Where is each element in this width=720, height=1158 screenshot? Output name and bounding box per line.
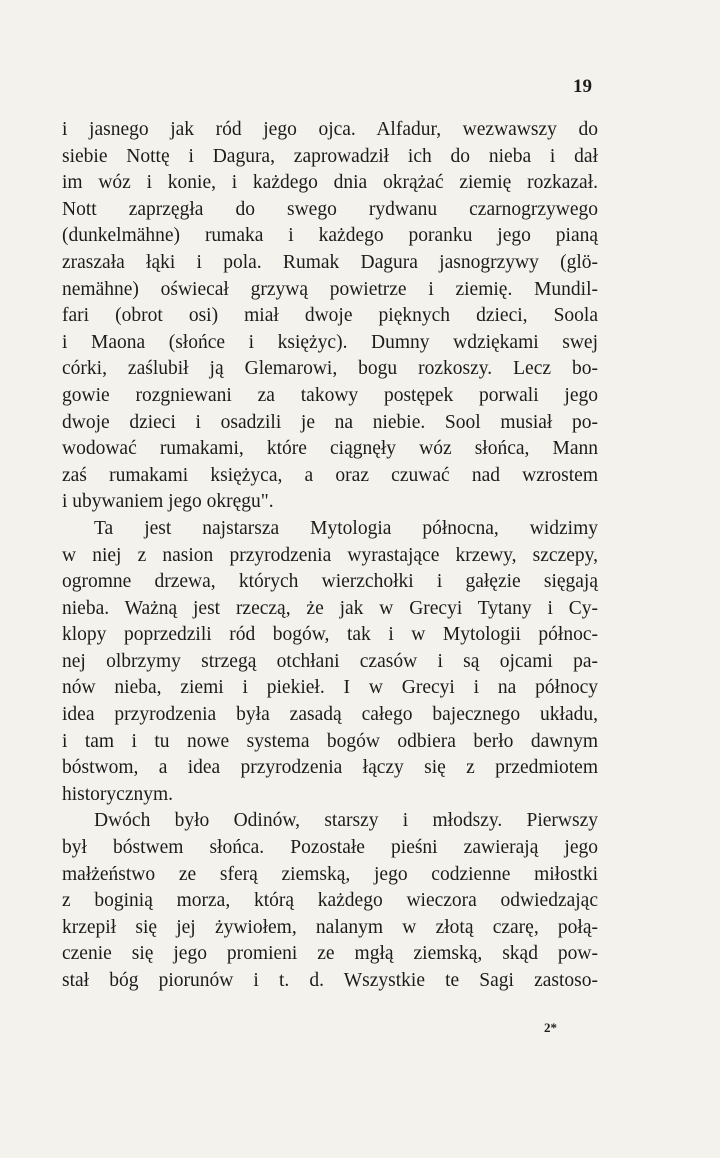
text-line: wodować rumakami, które ciągnęły wóz słońca, Mann bbox=[62, 438, 598, 460]
text-line: stał bóg piorunów i t. d. Wszystkie te Sagi zastoso- bbox=[62, 970, 598, 991]
text-line: czenie się jego promieni ze mgłą ziemską, skąd pow- bbox=[62, 943, 598, 965]
text-line: w niej z nasion przyrodzenia wyrastające krzewy, szczepy, bbox=[62, 544, 598, 566]
text-line: nemähne) oświecał grzywą powietrze i ziemię. Mundil- bbox=[62, 278, 598, 300]
text-line: i tam i tu nowe systema bogów odbiera berło dawnym bbox=[62, 730, 598, 752]
text-line-paragraph-start: Dwóch było Odinów, starszy i młodszy. Pierwszy bbox=[94, 810, 598, 832]
text-line: historycznym. bbox=[62, 783, 174, 805]
text-line: małżeństwo ze sferą ziemską, jego codzienne miłostki bbox=[62, 863, 598, 885]
text-line: idea przyrodzenia była zasadą całego bajecznego układu, bbox=[62, 704, 598, 726]
page-number: 19 bbox=[573, 76, 592, 97]
text-line: fari (obrot osi) miał dwoje pięknych dzieci, Soola bbox=[62, 305, 598, 327]
text-line: gowie rozgniewani za takowy postępek porwali jego bbox=[62, 384, 598, 406]
text-line: nów nieba, ziemi i piekieł. I w Grecyi i na północy bbox=[62, 677, 598, 699]
text-line: ogromne drzewa, których wierzchołki i gałęzie sięgają bbox=[62, 571, 598, 593]
text-line-paragraph-start: Ta jest najstarsza Mytologia północna, widzimy bbox=[94, 517, 598, 539]
text-line: bóstwom, a idea przyrodzenia łączy się z przedmiotem bbox=[62, 757, 598, 779]
text-line: im wóz i konie, i każdego dnia okrążać ziemię rozkazał. bbox=[62, 172, 598, 194]
text-line: i jasnego jak ród jego ojca. Alfadur, wezwawszy do bbox=[62, 119, 598, 140]
text-line: nieba. Ważną jest rzeczą, że jak w Grecyi Tytany i Cy- bbox=[62, 597, 598, 619]
text-line: córki, zaślubił ją Glemarowi, bogu rozkoszy. Lecz bo- bbox=[62, 358, 598, 380]
text-line: zraszała łąki i pola. Rumak Dagura jasnogrzywy (glö- bbox=[62, 251, 598, 273]
text-line: dwoje dzieci i osadzili je na niebie. Sool musiał po- bbox=[62, 411, 598, 433]
text-line: klopy poprzedzili ród bogów, tak i w Mytologii północ- bbox=[62, 624, 598, 646]
body-text bbox=[62, 117, 598, 995]
text-line: i Maona (słońce i księżyc). Dumny wdziękami swej bbox=[62, 331, 598, 353]
text-line: był bóstwem słońca. Pozostałe pieśni zawierają jego bbox=[62, 837, 598, 859]
text-line: krzepił się jej żywiołem, nalanym w złotą czarę, połą- bbox=[62, 916, 598, 938]
text-line: z boginią morza, którą każdego wieczora odwiedzając bbox=[62, 890, 598, 912]
text-line: (dunkelmähne) rumaka i każdego poranku jego pianą bbox=[62, 225, 598, 247]
text-line: nej olbrzymy strzegą otchłani czasów i są ojcami pa- bbox=[62, 650, 598, 672]
text-line: Nott zaprzęgła do swego rydwanu czarnogrzywego bbox=[62, 198, 598, 220]
text-line: siebie Nottę i Dagura, zaprowadził ich do nieba i dał bbox=[62, 145, 598, 167]
printer-signature-mark: 2* bbox=[544, 1020, 557, 1035]
text-line: i ubywaniem jego okręgu". bbox=[62, 491, 274, 513]
text-line: zaś rumakami księżyca, a oraz czuwać nad wzrostem bbox=[62, 464, 598, 486]
